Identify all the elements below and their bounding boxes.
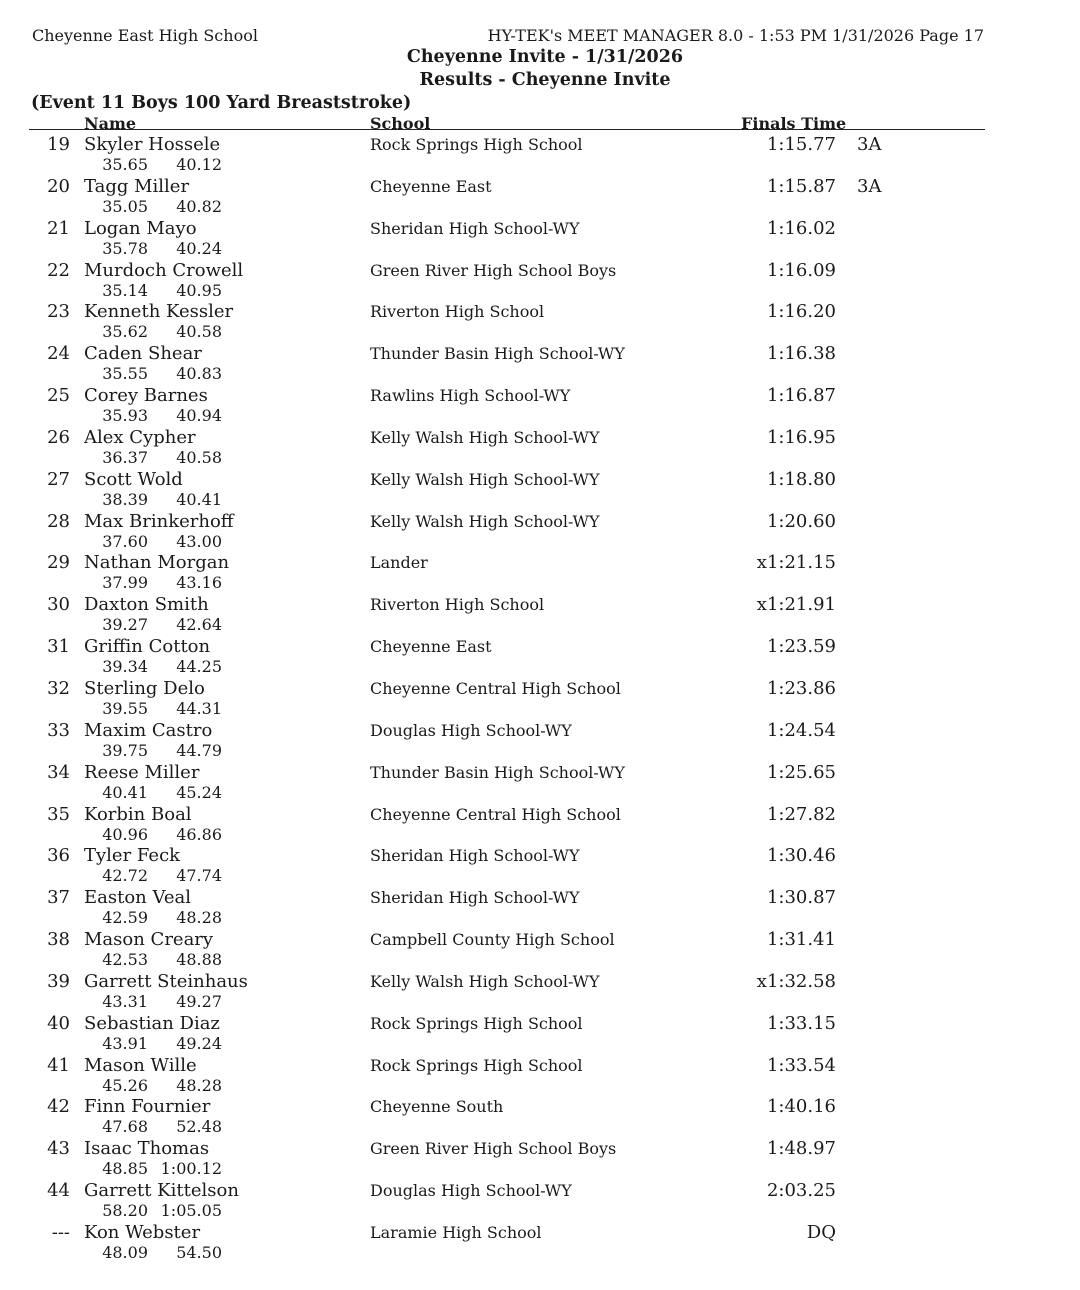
swimmer-name: Finn Fournier	[84, 1096, 211, 1118]
school-name: Sheridan High School-WY	[370, 846, 580, 866]
split-1: 42.72	[102, 866, 148, 886]
swimmer-name: Reese Miller	[84, 761, 200, 783]
table-row	[0, 1138, 1080, 1180]
finals-time: 1:16.95	[766, 426, 836, 448]
table-row	[0, 469, 1080, 511]
split-2: 40.58	[176, 447, 222, 467]
table-row	[0, 385, 1080, 427]
split-1: 48.85	[102, 1159, 148, 1179]
swimmer-name: Garrett Steinhaus	[84, 970, 248, 992]
swimmer-name: Mason Wille	[84, 1054, 197, 1076]
table-row	[0, 887, 1080, 929]
school-name: Douglas High School-WY	[370, 1181, 572, 1201]
table-row	[0, 552, 1080, 594]
finals-time: 1:16.38	[766, 343, 836, 365]
table-row	[0, 218, 1080, 260]
split-1: 40.96	[102, 824, 148, 844]
finals-time: 1:40.16	[766, 1096, 836, 1118]
school-name: Thunder Basin High School-WY	[370, 344, 625, 364]
split-1: 39.34	[102, 657, 148, 677]
school-name: Kelly Walsh High School-WY	[370, 511, 600, 531]
split-2: 44.31	[176, 698, 222, 718]
place-cell: 44	[47, 1180, 70, 1202]
place-cell: 23	[47, 301, 70, 323]
school-name: Cheyenne East	[370, 637, 492, 657]
software-header: HY-TEK's MEET MANAGER 8.0 - 1:53 PM 1/31/2026 Page 17	[487, 26, 984, 45]
finals-time: 1:33.15	[766, 1012, 836, 1034]
swimmer-name: Sterling Delo	[84, 677, 205, 699]
finals-time: 1:27.82	[766, 803, 836, 825]
split-2: 47.74	[176, 866, 222, 886]
place-cell: 41	[47, 1054, 70, 1076]
split-2: 46.86	[176, 824, 222, 844]
column-header-name: Name	[84, 114, 137, 133]
table-row	[0, 343, 1080, 385]
split-1: 35.62	[102, 322, 148, 342]
place-cell: 36	[47, 845, 70, 867]
place-cell: 38	[47, 929, 70, 951]
finals-time: x1:21.91	[756, 594, 836, 616]
school-name: Sheridan High School-WY	[370, 218, 580, 238]
finals-time: 2:03.25	[766, 1180, 836, 1202]
split-1: 37.99	[102, 573, 148, 593]
split-1: 43.91	[102, 1033, 148, 1053]
school-name: Cheyenne East	[370, 176, 492, 196]
place-cell: 31	[47, 636, 70, 658]
place-cell: 42	[47, 1096, 70, 1118]
swimmer-name: Nathan Morgan	[84, 552, 230, 574]
place-cell: 22	[47, 259, 70, 281]
school-name: Cheyenne Central High School	[370, 678, 621, 698]
table-row	[0, 971, 1080, 1013]
split-2: 49.27	[176, 991, 222, 1011]
place-cell: 40	[47, 1012, 70, 1034]
finals-time: 1:16.09	[766, 259, 836, 281]
split-1: 47.68	[102, 1117, 148, 1137]
place-cell: 34	[47, 761, 70, 783]
school-name: Rock Springs High School	[370, 135, 583, 154]
swimmer-name: Sebastian Diaz	[84, 1012, 220, 1034]
place-cell: 28	[47, 510, 70, 532]
split-2: 48.28	[176, 908, 222, 928]
split-2: 48.88	[176, 950, 222, 970]
split-1: 39.75	[102, 740, 148, 760]
split-1: 48.09	[102, 1242, 148, 1262]
split-2: 44.79	[176, 740, 222, 760]
finals-time: 1:30.46	[766, 845, 836, 867]
table-row	[0, 845, 1080, 887]
split-1: 38.39	[102, 489, 148, 509]
school-name: Rock Springs High School	[370, 1013, 583, 1033]
split-1: 35.14	[102, 280, 148, 300]
split-2: 40.41	[176, 489, 222, 509]
class-marker: 3A	[857, 134, 882, 155]
split-1: 36.37	[102, 447, 148, 467]
table-row	[0, 720, 1080, 762]
school-name: Lander	[370, 553, 428, 573]
split-2: 40.24	[176, 238, 222, 258]
results-title: Results - Cheyenne Invite	[419, 70, 671, 90]
table-row	[0, 1013, 1080, 1055]
split-2: 54.50	[176, 1242, 222, 1262]
split-2: 44.25	[176, 657, 222, 677]
split-2: 40.58	[176, 322, 222, 342]
swimmer-name: Logan Mayo	[84, 217, 197, 239]
finals-time: 1:16.02	[766, 217, 836, 239]
place-cell: 37	[47, 887, 70, 909]
swimmer-name: Kon Webster	[84, 1221, 201, 1243]
place-cell: 19	[47, 134, 70, 155]
school-name: Thunder Basin High School-WY	[370, 762, 625, 782]
split-2: 42.64	[176, 615, 222, 635]
swimmer-name: Tagg Miller	[84, 175, 190, 197]
split-1: 45.26	[102, 1075, 148, 1095]
finals-time: x1:32.58	[756, 970, 836, 992]
place-cell: 24	[47, 343, 70, 365]
swimmer-name: Maxim Castro	[84, 719, 213, 741]
place-cell: ---	[51, 1221, 70, 1243]
finals-time: 1:18.80	[766, 468, 836, 490]
split-2: 40.94	[176, 406, 222, 426]
swimmer-name: Korbin Boal	[84, 803, 192, 825]
split-1: 40.41	[102, 782, 148, 802]
split-1: 35.93	[102, 406, 148, 426]
place-cell: 39	[47, 970, 70, 992]
finals-time: 1:23.86	[766, 677, 836, 699]
table-row	[0, 678, 1080, 720]
school-name: Green River High School Boys	[370, 1139, 617, 1159]
swimmer-name: Easton Veal	[84, 887, 191, 909]
finals-time: x1:21.15	[756, 552, 836, 574]
swimmer-name: Corey Barnes	[84, 385, 208, 407]
school-name: Cheyenne South	[370, 1097, 504, 1117]
swimmer-name: Daxton Smith	[84, 594, 209, 616]
school-name: Campbell County High School	[370, 930, 615, 950]
finals-time: 1:24.54	[766, 719, 836, 741]
finals-time: 1:31.41	[766, 929, 836, 951]
table-row	[0, 1222, 1080, 1264]
finals-time: 1:25.65	[766, 761, 836, 783]
swimmer-name: Griffin Cotton	[84, 636, 211, 658]
split-1: 35.65	[102, 155, 148, 174]
split-1: 37.60	[102, 531, 148, 551]
swimmer-name: Skyler Hossele	[84, 134, 221, 155]
header-divider	[29, 129, 985, 130]
place-cell: 21	[47, 217, 70, 239]
school-name: Kelly Walsh High School-WY	[370, 469, 600, 489]
school-name: Sheridan High School-WY	[370, 888, 580, 908]
split-1: 39.27	[102, 615, 148, 635]
table-row	[0, 1096, 1080, 1138]
school-name: Green River High School Boys	[370, 260, 617, 280]
table-row	[0, 762, 1080, 804]
place-cell: 33	[47, 719, 70, 741]
swimmer-name: Alex Cypher	[84, 426, 196, 448]
split-2: 40.82	[176, 196, 222, 216]
table-row	[0, 804, 1080, 846]
table-row	[0, 929, 1080, 971]
event-title: (Event 11 Boys 100 Yard Breaststroke)	[31, 93, 412, 113]
split-2: 43.00	[176, 531, 222, 551]
split-2: 40.95	[176, 280, 222, 300]
place-cell: 27	[47, 468, 70, 490]
table-row	[0, 134, 1080, 176]
column-header-finals-time: Finals Time	[741, 114, 847, 133]
split-2: 43.16	[176, 573, 222, 593]
finals-time: DQ	[806, 1221, 836, 1243]
finals-time: 1:16.87	[766, 385, 836, 407]
table-row	[0, 176, 1080, 218]
place-cell: 35	[47, 803, 70, 825]
table-row	[0, 511, 1080, 553]
place-cell: 32	[47, 677, 70, 699]
class-marker: 3A	[857, 175, 882, 197]
table-row	[0, 594, 1080, 636]
table-row	[0, 1180, 1080, 1222]
results-table	[0, 134, 1080, 1264]
swimmer-name: Murdoch Crowell	[84, 259, 244, 281]
place-cell: 26	[47, 426, 70, 448]
school-name: Kelly Walsh High School-WY	[370, 971, 600, 991]
split-2: 48.28	[176, 1075, 222, 1095]
swimmer-name: Kenneth Kessler	[84, 301, 234, 323]
meet-title: Cheyenne Invite - 1/31/2026	[406, 47, 684, 67]
school-name: Laramie High School	[370, 1222, 542, 1242]
split-2: 49.24	[176, 1033, 222, 1053]
place-cell: 30	[47, 594, 70, 616]
split-2: 40.12	[176, 155, 222, 174]
split-1: 43.31	[102, 991, 148, 1011]
place-cell: 29	[47, 552, 70, 574]
school-name: Riverton High School	[370, 595, 545, 615]
school-name: Riverton High School	[370, 302, 545, 322]
split-1: 42.59	[102, 908, 148, 928]
split-1: 42.53	[102, 950, 148, 970]
finals-time: 1:20.60	[766, 510, 836, 532]
split-1: 39.55	[102, 698, 148, 718]
table-row	[0, 301, 1080, 343]
column-header-school: School	[370, 114, 431, 133]
school-name: Cheyenne Central High School	[370, 804, 621, 824]
split-1: 58.20	[102, 1201, 148, 1221]
place-cell: 43	[47, 1138, 70, 1160]
split-2: 1:05.05	[160, 1201, 222, 1221]
swimmer-name: Tyler Feck	[84, 845, 181, 867]
school-name: Douglas High School-WY	[370, 720, 572, 740]
team-header: Cheyenne East High School	[32, 26, 258, 45]
school-name: Rock Springs High School	[370, 1055, 583, 1075]
split-2: 1:00.12	[160, 1159, 222, 1179]
school-name: Kelly Walsh High School-WY	[370, 427, 600, 447]
place-cell: 25	[47, 385, 70, 407]
finals-time: 1:48.97	[766, 1138, 836, 1160]
table-row	[0, 427, 1080, 469]
split-1: 35.05	[102, 196, 148, 216]
swimmer-name: Mason Creary	[84, 929, 214, 951]
finals-time: 1:23.59	[766, 636, 836, 658]
finals-time: 1:33.54	[766, 1054, 836, 1076]
finals-time: 1:30.87	[766, 887, 836, 909]
finals-time: 1:16.20	[766, 301, 836, 323]
swimmer-name: Max Brinkerhoff	[84, 510, 234, 532]
swimmer-name: Isaac Thomas	[84, 1138, 210, 1160]
place-cell: 20	[47, 175, 70, 197]
school-name: Rawlins High School-WY	[370, 386, 571, 406]
swimmer-name: Garrett Kittelson	[84, 1180, 239, 1202]
split-2: 52.48	[176, 1117, 222, 1137]
split-2: 45.24	[176, 782, 222, 802]
swimmer-name: Caden Shear	[84, 343, 202, 365]
finals-time: 1:15.87	[766, 175, 836, 197]
table-row	[0, 260, 1080, 302]
split-1: 35.78	[102, 238, 148, 258]
split-1: 35.55	[102, 364, 148, 384]
split-2: 40.83	[176, 364, 222, 384]
swimmer-name: Scott Wold	[84, 468, 183, 490]
table-row	[0, 1055, 1080, 1097]
table-row	[0, 636, 1080, 678]
finals-time: 1:15.77	[766, 134, 836, 155]
